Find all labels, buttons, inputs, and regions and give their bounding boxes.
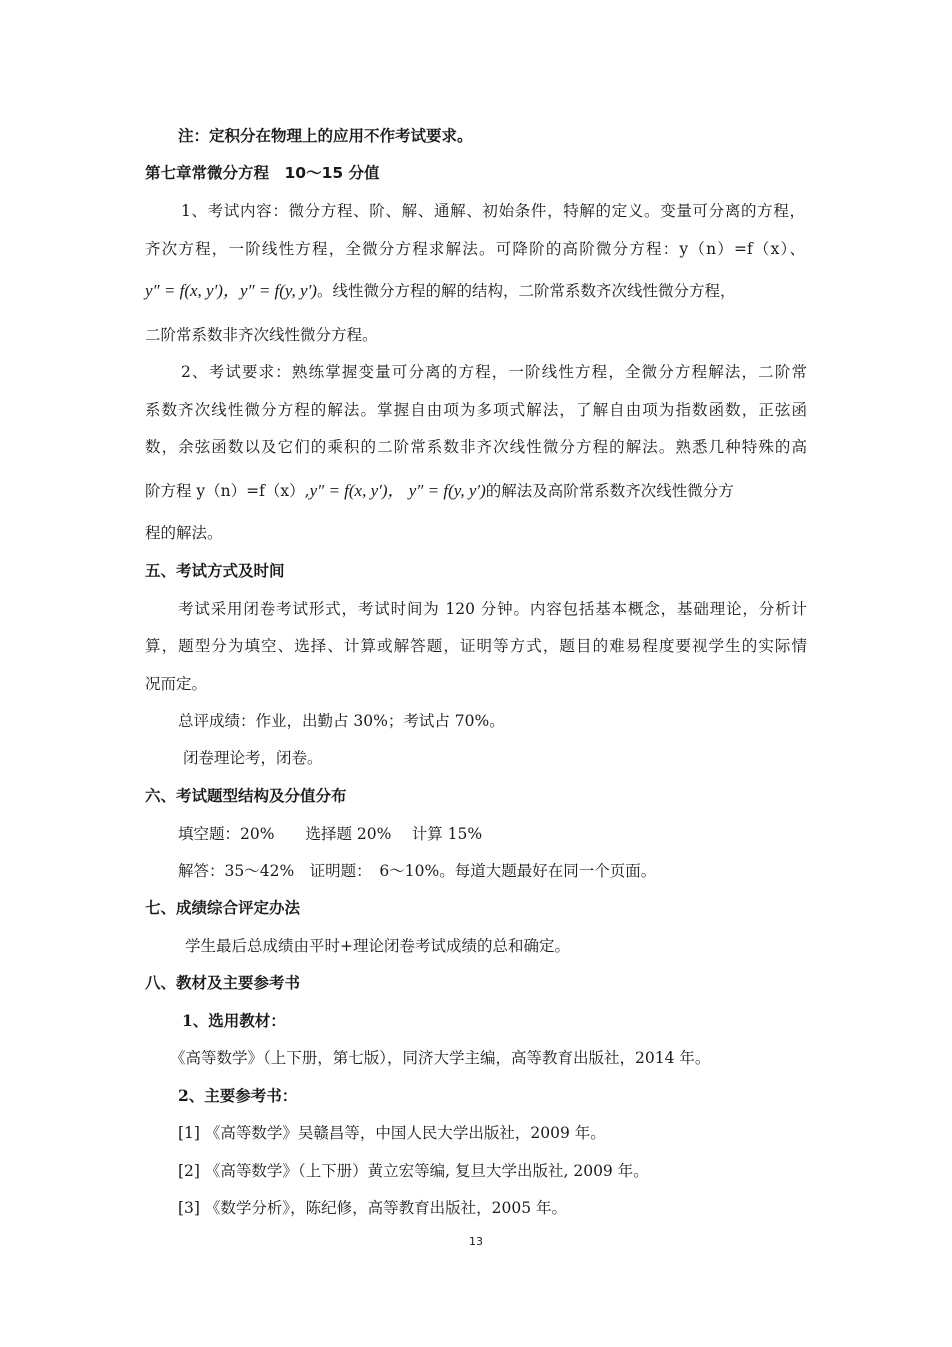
chapter7-req-line2: 系数齐次线性微分方程的解法。掌握自由项为多项式解法，了解自由项为指数函数，正弦函 (145, 401, 807, 419)
formula-second-order: y″ = f(x, y′)，y″ = f(y, y′) (145, 281, 317, 300)
section5-grading: 总评成绩：作业，出勤占 30%；考试占 70%。 (178, 712, 505, 730)
section5-para1-line3: 况而定。 (145, 675, 208, 693)
section5-para1-line2: 算，题型分为填空、选择、计算或解答题，证明等方式，题目的难易程度要视学生的实际情 (145, 637, 807, 655)
chapter7-content-line3-text: 。线性微分方程的解的结构，二阶常系数齐次线性微分方程， (316, 282, 736, 300)
section8-textbook-label: 1、选用教材： (182, 1011, 286, 1030)
formula-higher-order: y″ = f(x, y′)， y″ = f(y, y′) (309, 481, 486, 500)
chapter7-req-line3: 数，余弦函数以及它们的乘积的二阶常系数非齐次线性微分方程的解法。熟悉几种特殊的高 (145, 438, 807, 456)
section6-line1: 填空题：20% 选择题 20% 计算 15% (178, 825, 483, 843)
chapter7-content-line3 (145, 281, 815, 301)
reference-item: [2] 《高等数学》（上下册）黄立宏等编, 复旦大学出版社, 2009 年。 (178, 1162, 649, 1180)
chapter7-req-line5: 程的解法。 (145, 524, 223, 542)
section7-heading: 七、成绩综合评定办法 (145, 899, 301, 917)
section7-line1: 学生最后总成绩由平时+理论闭卷考试成绩的总和确定。 (185, 937, 570, 955)
section6-line2: 解答：35～42% 证明题： 6～10%。每道大题最好在同一个页面。 (178, 862, 657, 880)
chapter7-req-line4-prefix: 阶方程 y（n）=f（x）, (145, 482, 310, 500)
reference-item: [1] 《高等数学》吴赣昌等，中国人民大学出版社，2009 年。 (178, 1124, 606, 1142)
exam-note: 注：定积分在物理上的应用不作考试要求。 (178, 127, 473, 145)
section8-heading: 八、教材及主要参考书 (145, 974, 301, 992)
chapter7-req-line4-suffix: 的解法及高阶常系数齐次线性微分方 (485, 482, 734, 500)
reference-item: [3] 《数学分析》，陈纪修，高等教育出版社，2005 年。 (178, 1199, 568, 1217)
section5-heading: 五、考试方式及时间 (145, 562, 285, 580)
page-number: 13 (469, 1235, 483, 1248)
chapter7-content-line2: 齐次方程，一阶线性方程，全微分方程求解法。可降阶的高阶微分方程：y（n）=f（x）、 (145, 240, 805, 258)
section5-para1-line1: 考试采用闭卷考试形式，考试时间为 120 分钟。内容包括基本概念，基础理论，分析计 (178, 600, 807, 618)
section8-textbook: 《高等数学》（上下册，第七版），同济大学主编，高等教育出版社，2014 年。 (170, 1049, 711, 1067)
chapter7-content-line1: 1、考试内容：微分方程、阶、解、通解、初始条件，特解的定义。变量可分离的方程， (181, 202, 805, 220)
chapter7-heading: 第七章常微分方程 10～15 分值 (145, 164, 380, 182)
chapter7-content-line4: 二阶常系数非齐次线性微分方程。 (145, 326, 378, 344)
section8-references-label: 2、主要参考书： (178, 1086, 298, 1105)
section6-heading: 六、考试题型结构及分值分布 (145, 787, 347, 805)
chapter7-req-line4 (145, 481, 815, 501)
chapter7-req-line1: 2、考试要求：熟练掌握变量可分离的方程，一阶线性方程，全微分方程解法，二阶常 (181, 363, 807, 381)
section5-exam-type: 闭卷理论考，闭卷。 (183, 749, 323, 767)
